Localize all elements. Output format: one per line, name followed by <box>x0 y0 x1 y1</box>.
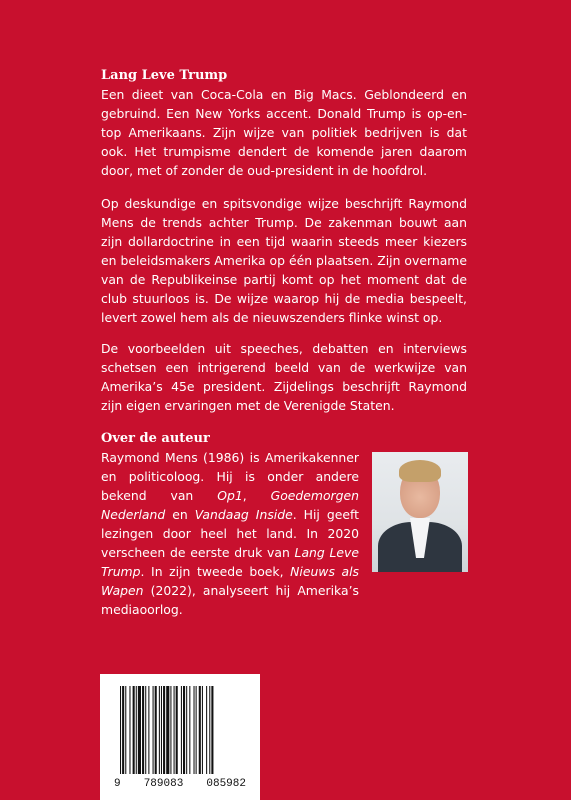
barcode-group-1: 789083 <box>143 778 184 790</box>
author-bio: Raymond Mens (1986) is Amerikakenner en politicoloog. Hij is onder andere bekend van Op1, Goedemorgen Nederland en Vandaag Inside. Hij geeft lezingen door heel het land. In 2020 verscheen de eerste druk van Lang Leve Trump. In zijn tweede boek, Nieuws als Wapen (2022), analyseert hij Amerika’s mediaoorlog. <box>101 450 359 617</box>
barcode-bars <box>114 686 246 778</box>
section-title: Lang Leve Trump <box>101 68 228 83</box>
paragraph-intro: Een dieet van Coca-Cola en Big Macs. Geblondeerd en gebruind. Een New Yorks accent. Donald Trump is op-en-top Amerikaans. Zijn wijze van politiek bedrijven is dat ook. Het trumpisme dendert de komende jaren daarom door, met of zonder de oud-president in de hoofdrol. <box>101 87 467 178</box>
barcode-number <box>114 778 246 790</box>
paragraph-examples: De voorbeelden uit speeches, debatten en interviews schetsen een intrigerend beeld van de werkwijze van Amerika’s 45e president. Zijdelings beschrijft Raymond zijn eigen ervaringen met de Verenigde Staten. <box>101 341 467 413</box>
barcode <box>100 674 260 800</box>
author-photo <box>372 452 468 572</box>
paragraph-trends: Op deskundige en spitsvondige wijze beschrijft Raymond Mens de trends achter Trump. De zakenman bouwt aan zijn dollardoctrine in een tijd waarin steeds meer kiezers en beleidsmakers Amerika op één plaatsen. Zijn overname van de Republikeinse partij komt op het moment dat de club stuurloos is. De wijze waarop hij de media bespeelt, levert zowel hem als de nieuwszenders flinke winst op. <box>101 196 467 325</box>
barcode-group-2: 085982 <box>206 778 246 790</box>
author-heading: Over de auteur <box>101 431 210 446</box>
barcode-first-digit: 9 <box>114 778 121 790</box>
